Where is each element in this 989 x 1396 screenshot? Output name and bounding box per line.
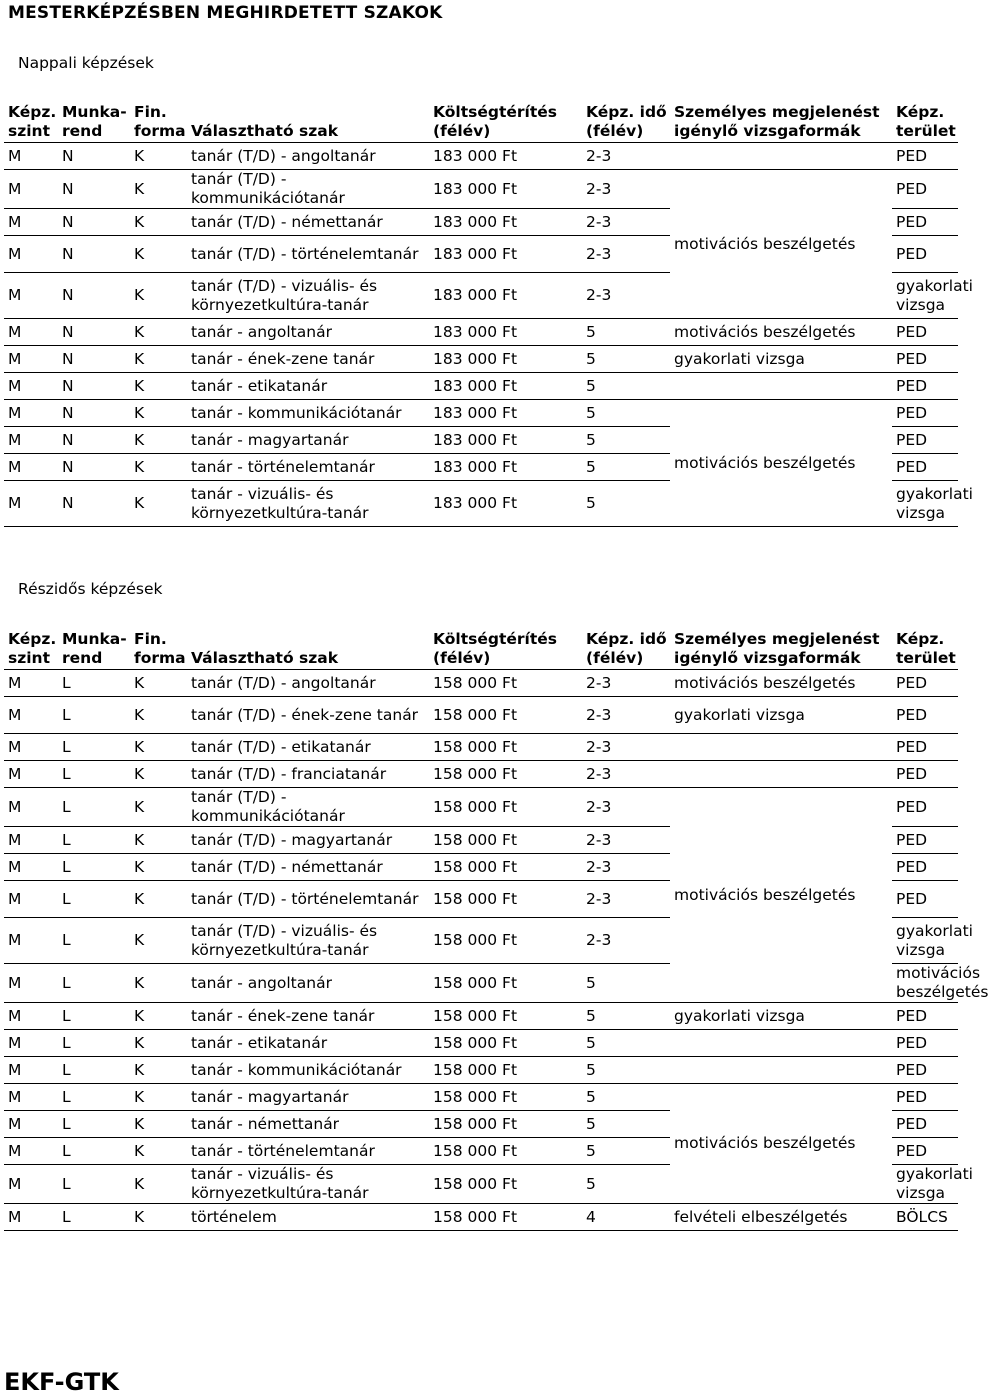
cell-munkarend: L: [58, 854, 130, 881]
cell-munkarend: N: [58, 236, 130, 273]
cell-munkarend: N: [58, 273, 130, 319]
table-row: [4, 734, 958, 761]
header-fin-forma: Fin. forma: [130, 630, 187, 670]
cell-kepz-szint: M: [4, 697, 58, 734]
cell-kepz-szint: M: [4, 273, 58, 319]
cell-kepz-szint: M: [4, 1057, 58, 1084]
cell-vizsgaforma: gyakorlati vizsga: [892, 918, 958, 964]
cell-vizsgaforma: motivációs beszélgetés: [670, 788, 892, 1003]
cell-koltseg: 158 000 Ft: [429, 734, 582, 761]
cell-kepz-szint: M: [4, 481, 58, 527]
cell-munkarend: N: [58, 209, 130, 236]
cell-fin-forma: K: [130, 761, 187, 788]
cell-fin-forma: K: [130, 236, 187, 273]
header-kepz-terulet: Képz. terület: [892, 103, 958, 143]
cell-vizsgaforma: felvételi elbeszélgetés: [670, 1204, 892, 1231]
cell-kepz-ido: 5: [582, 1003, 670, 1030]
cell-kepz-ido: 4: [582, 1204, 670, 1231]
cell-munkarend: L: [58, 918, 130, 964]
cell-szak: tanár - angoltanár: [187, 319, 429, 346]
cell-koltseg: 183 000 Ft: [429, 170, 582, 209]
cell-terulet: PED: [892, 319, 958, 346]
cell-fin-forma: K: [130, 454, 187, 481]
cell-munkarend: L: [58, 1165, 130, 1204]
cell-munkarend: N: [58, 481, 130, 527]
cell-szak: tanár (T/D) - kommunikációtanár: [187, 788, 429, 827]
cell-szak: tanár - vizuális- és környezetkultúra-tanár: [187, 1165, 429, 1204]
cell-munkarend: N: [58, 319, 130, 346]
cell-terulet: PED: [892, 881, 958, 918]
cell-koltseg: 158 000 Ft: [429, 1138, 582, 1165]
cell-munkarend: L: [58, 1138, 130, 1165]
cell-vizsgaforma: [670, 734, 892, 761]
cell-fin-forma: K: [130, 1030, 187, 1057]
cell-munkarend: L: [58, 734, 130, 761]
cell-kepz-szint: M: [4, 236, 58, 273]
cell-kepz-ido: 5: [582, 1030, 670, 1057]
cell-munkarend: L: [58, 1030, 130, 1057]
cell-kepz-ido: 5: [582, 454, 670, 481]
cell-szak: tanár (T/D) - angoltanár: [187, 143, 429, 170]
cell-szak: tanár (T/D) - némettanár: [187, 854, 429, 881]
cell-kepz-ido: 2-3: [582, 854, 670, 881]
cell-szak: tanár - ének-zene tanár: [187, 1003, 429, 1030]
cell-fin-forma: K: [130, 481, 187, 527]
cell-munkarend: N: [58, 400, 130, 427]
cell-koltseg: 158 000 Ft: [429, 1204, 582, 1231]
cell-terulet: BÖLCS: [892, 1204, 958, 1231]
cell-terulet: PED: [892, 236, 958, 273]
cell-terulet: PED: [892, 1084, 958, 1111]
cell-munkarend: N: [58, 346, 130, 373]
cell-fin-forma: K: [130, 670, 187, 697]
cell-szak: tanár (T/D) - ének-zene tanár: [187, 697, 429, 734]
cell-terulet: PED: [892, 761, 958, 788]
cell-terulet: PED: [892, 346, 958, 373]
cell-terulet: PED: [892, 854, 958, 881]
header-vizsgaformak: Személyes megjelenést igénylő vizsgaformák: [670, 103, 892, 143]
cell-szak: tanár - történelemtanár: [187, 454, 429, 481]
cell-vizsgaforma: motivációs beszélgetés: [670, 170, 892, 319]
cell-fin-forma: K: [130, 1003, 187, 1030]
cell-fin-forma: K: [130, 346, 187, 373]
cell-koltseg: 158 000 Ft: [429, 697, 582, 734]
cell-koltseg: 158 000 Ft: [429, 788, 582, 827]
cell-kepz-szint: M: [4, 1138, 58, 1165]
cell-vizsgaforma: gyakorlati vizsga: [670, 697, 892, 734]
cell-kepz-szint: M: [4, 170, 58, 209]
cell-vizsgaforma: motivációs beszélgetés: [670, 400, 892, 527]
cell-fin-forma: K: [130, 697, 187, 734]
cell-terulet: PED: [892, 427, 958, 454]
cell-szak: tanár - némettanár: [187, 1111, 429, 1138]
cell-kepz-szint: M: [4, 827, 58, 854]
cell-szak: tanár (T/D) - etikatanár: [187, 734, 429, 761]
section-title-nappali: Nappali képzések: [18, 54, 154, 72]
cell-kepz-ido: 5: [582, 427, 670, 454]
cell-kepz-ido: 2-3: [582, 788, 670, 827]
cell-koltseg: 158 000 Ft: [429, 1003, 582, 1030]
cell-kepz-ido: 5: [582, 481, 670, 527]
cell-kepz-szint: M: [4, 788, 58, 827]
cell-munkarend: L: [58, 1003, 130, 1030]
cell-kepz-szint: M: [4, 1084, 58, 1111]
cell-koltseg: 158 000 Ft: [429, 1111, 582, 1138]
cell-szak: tanár (T/D) - magyartanár: [187, 827, 429, 854]
cell-kepz-ido: 5: [582, 1165, 670, 1204]
cell-kepz-ido: 2-3: [582, 827, 670, 854]
cell-munkarend: N: [58, 373, 130, 400]
cell-koltseg: 183 000 Ft: [429, 236, 582, 273]
cell-terulet: PED: [892, 1003, 958, 1030]
cell-terulet: PED: [892, 827, 958, 854]
table-row: [4, 761, 958, 788]
table-row: [4, 788, 958, 827]
table-row: [4, 1057, 958, 1084]
cell-kepz-ido: 5: [582, 1084, 670, 1111]
cell-kepz-ido: 2-3: [582, 209, 670, 236]
cell-terulet: PED: [892, 1057, 958, 1084]
cell-vizsgaforma: gyakorlati vizsga: [670, 346, 892, 373]
cell-vizsgaforma: gyakorlati vizsga: [892, 273, 958, 319]
table-row: [4, 400, 958, 427]
cell-munkarend: L: [58, 788, 130, 827]
cell-kepz-szint: M: [4, 427, 58, 454]
cell-fin-forma: K: [130, 209, 187, 236]
cell-munkarend: L: [58, 1084, 130, 1111]
cell-koltseg: 183 000 Ft: [429, 143, 582, 170]
cell-szak: tanár (T/D) - kommunikációtanár: [187, 170, 429, 209]
cell-terulet: PED: [892, 1030, 958, 1057]
cell-fin-forma: K: [130, 373, 187, 400]
cell-szak: tanár - magyartanár: [187, 427, 429, 454]
cell-terulet: PED: [892, 1111, 958, 1138]
table-header-row: [4, 103, 958, 143]
cell-munkarend: L: [58, 881, 130, 918]
cell-kepz-ido: 2-3: [582, 170, 670, 209]
cell-kepz-szint: M: [4, 319, 58, 346]
cell-szak: tanár - angoltanár: [187, 964, 429, 1003]
cell-vizsgaforma: gyakorlati vizsga: [892, 481, 958, 527]
cell-kepz-szint: M: [4, 881, 58, 918]
cell-szak: tanár - történelemtanár: [187, 1138, 429, 1165]
cell-kepz-szint: M: [4, 400, 58, 427]
cell-kepz-szint: M: [4, 734, 58, 761]
cell-munkarend: L: [58, 1204, 130, 1231]
cell-fin-forma: K: [130, 788, 187, 827]
cell-koltseg: 183 000 Ft: [429, 209, 582, 236]
cell-fin-forma: K: [130, 400, 187, 427]
cell-kepz-ido: 5: [582, 346, 670, 373]
cell-koltseg: 158 000 Ft: [429, 1165, 582, 1204]
cell-kepz-ido: 5: [582, 400, 670, 427]
cell-terulet: PED: [892, 697, 958, 734]
table-row: [4, 346, 958, 373]
cell-koltseg: 158 000 Ft: [429, 1030, 582, 1057]
cell-munkarend: L: [58, 1111, 130, 1138]
cell-terulet: PED: [892, 400, 958, 427]
cell-szak: tanár (T/D) - angoltanár: [187, 670, 429, 697]
header-kepz-ido: Képz. idő (félév): [582, 630, 670, 670]
cell-kepz-szint: M: [4, 854, 58, 881]
table-row: [4, 697, 958, 734]
cell-kepz-szint: M: [4, 454, 58, 481]
table-row: [4, 1030, 958, 1057]
cell-fin-forma: K: [130, 1204, 187, 1231]
cell-kepz-ido: 2-3: [582, 670, 670, 697]
cell-szak: tanár (T/D) - vizuális- és környezetkultúra-tanár: [187, 273, 429, 319]
cell-koltseg: 183 000 Ft: [429, 346, 582, 373]
cell-koltseg: 183 000 Ft: [429, 454, 582, 481]
cell-munkarend: L: [58, 1057, 130, 1084]
cell-fin-forma: K: [130, 1111, 187, 1138]
cell-szak: tanár (T/D) - történelemtanár: [187, 881, 429, 918]
cell-kepz-ido: 2-3: [582, 236, 670, 273]
cell-koltseg: 158 000 Ft: [429, 1057, 582, 1084]
programs-table-nappali: [4, 103, 973, 527]
cell-munkarend: N: [58, 170, 130, 209]
cell-fin-forma: K: [130, 854, 187, 881]
cell-munkarend: L: [58, 761, 130, 788]
cell-kepz-ido: 2-3: [582, 273, 670, 319]
cell-koltseg: 183 000 Ft: [429, 400, 582, 427]
cell-szak: tanár (T/D) - némettanár: [187, 209, 429, 236]
table-row: [4, 670, 958, 697]
cell-kepz-ido: 5: [582, 319, 670, 346]
cell-koltseg: 158 000 Ft: [429, 918, 582, 964]
page-title: MESTERKÉPZÉSBEN MEGHIRDETETT SZAKOK: [8, 3, 443, 23]
cell-fin-forma: K: [130, 827, 187, 854]
table-row: [4, 373, 958, 400]
footer-label: EKF-GTK: [4, 1368, 119, 1396]
cell-vizsgaforma: gyakorlati vizsga: [892, 1165, 958, 1204]
cell-koltseg: 183 000 Ft: [429, 373, 582, 400]
header-koltsegterites: Költségtérítés (félév): [429, 103, 582, 143]
cell-koltseg: 158 000 Ft: [429, 881, 582, 918]
cell-vizsgaforma: motivációs beszélgetés: [670, 319, 892, 346]
table-row: [4, 170, 958, 209]
cell-kepz-szint: M: [4, 918, 58, 964]
cell-szak: tanár (T/D) - franciatanár: [187, 761, 429, 788]
cell-fin-forma: K: [130, 1057, 187, 1084]
cell-szak: történelem: [187, 1204, 429, 1231]
cell-vizsgaforma: [670, 143, 892, 170]
cell-szak: tanár (T/D) - történelemtanár: [187, 236, 429, 273]
cell-kepz-ido: 2-3: [582, 761, 670, 788]
table-header-row: [4, 630, 958, 670]
cell-kepz-ido: 2-3: [582, 697, 670, 734]
cell-kepz-szint: M: [4, 670, 58, 697]
cell-koltseg: 183 000 Ft: [429, 427, 582, 454]
cell-szak: tanár (T/D) - vizuális- és környezetkultúra-tanár: [187, 918, 429, 964]
header-koltsegterites: Költségtérítés (félév): [429, 630, 582, 670]
cell-kepz-ido: 2-3: [582, 734, 670, 761]
cell-terulet: PED: [892, 209, 958, 236]
cell-vizsgaforma: motivációs beszélgetés: [670, 670, 892, 697]
cell-koltseg: 158 000 Ft: [429, 1084, 582, 1111]
cell-koltseg: 158 000 Ft: [429, 761, 582, 788]
cell-kepz-ido: 5: [582, 373, 670, 400]
cell-fin-forma: K: [130, 881, 187, 918]
cell-munkarend: L: [58, 697, 130, 734]
cell-terulet: PED: [892, 170, 958, 209]
header-vizsgaformak: Személyes megjelenést igénylő vizsgaformák: [670, 630, 892, 670]
cell-vizsgaforma: motivációs beszélgetés: [670, 1084, 892, 1204]
header-valaszthato-szak: Választható szak: [187, 103, 429, 143]
cell-terulet: PED: [892, 670, 958, 697]
cell-fin-forma: K: [130, 734, 187, 761]
cell-koltseg: 183 000 Ft: [429, 273, 582, 319]
cell-terulet: PED: [892, 454, 958, 481]
cell-vizsgaforma: motivációs beszélgetés: [892, 964, 958, 1003]
cell-fin-forma: K: [130, 918, 187, 964]
cell-vizsgaforma: [670, 1030, 892, 1057]
table-row: [4, 1084, 958, 1111]
cell-fin-forma: K: [130, 427, 187, 454]
cell-vizsgaforma: [670, 1057, 892, 1084]
cell-szak: tanár - vizuális- és környezetkultúra-tanár: [187, 481, 429, 527]
cell-kepz-szint: M: [4, 1111, 58, 1138]
cell-fin-forma: K: [130, 319, 187, 346]
header-kepz-szint: Képz. szint: [4, 630, 58, 670]
cell-szak: tanár - etikatanár: [187, 373, 429, 400]
cell-vizsgaforma: [670, 373, 892, 400]
header-kepz-szint: Képz. szint: [4, 103, 58, 143]
cell-kepz-szint: M: [4, 346, 58, 373]
cell-terulet: PED: [892, 1138, 958, 1165]
cell-munkarend: N: [58, 454, 130, 481]
cell-szak: tanár - ének-zene tanár: [187, 346, 429, 373]
cell-kepz-szint: M: [4, 143, 58, 170]
cell-kepz-ido: 5: [582, 964, 670, 1003]
cell-fin-forma: K: [130, 1165, 187, 1204]
cell-munkarend: L: [58, 964, 130, 1003]
table-row: [4, 1003, 958, 1030]
header-munkarend: Munka- rend: [58, 103, 130, 143]
cell-fin-forma: K: [130, 170, 187, 209]
cell-kepz-ido: 5: [582, 1057, 670, 1084]
programs-table-reszidos: [4, 630, 989, 1231]
cell-kepz-szint: M: [4, 964, 58, 1003]
cell-kepz-ido: 2-3: [582, 143, 670, 170]
header-kepz-ido: Képz. idő (félév): [582, 103, 670, 143]
cell-fin-forma: K: [130, 273, 187, 319]
cell-szak: tanár - kommunikációtanár: [187, 400, 429, 427]
header-fin-forma: Fin. forma: [130, 103, 187, 143]
cell-fin-forma: K: [130, 1084, 187, 1111]
table-row: [4, 1204, 958, 1231]
cell-munkarend: N: [58, 427, 130, 454]
cell-kepz-szint: M: [4, 1204, 58, 1231]
cell-kepz-szint: M: [4, 761, 58, 788]
header-munkarend: Munka- rend: [58, 630, 130, 670]
cell-munkarend: L: [58, 670, 130, 697]
cell-kepz-szint: M: [4, 1030, 58, 1057]
cell-kepz-szint: M: [4, 1165, 58, 1204]
cell-kepz-ido: 2-3: [582, 881, 670, 918]
cell-vizsgaforma: [670, 761, 892, 788]
cell-fin-forma: K: [130, 143, 187, 170]
cell-koltseg: 183 000 Ft: [429, 319, 582, 346]
cell-munkarend: N: [58, 143, 130, 170]
cell-terulet: PED: [892, 788, 958, 827]
cell-vizsgaforma: gyakorlati vizsga: [670, 1003, 892, 1030]
header-kepz-terulet: Képz. terület: [892, 630, 958, 670]
cell-terulet: PED: [892, 143, 958, 170]
cell-szak: tanár - magyartanár: [187, 1084, 429, 1111]
cell-szak: tanár - etikatanár: [187, 1030, 429, 1057]
cell-terulet: PED: [892, 734, 958, 761]
cell-koltseg: 158 000 Ft: [429, 854, 582, 881]
header-valaszthato-szak: Választható szak: [187, 630, 429, 670]
cell-kepz-ido: 2-3: [582, 918, 670, 964]
cell-koltseg: 158 000 Ft: [429, 827, 582, 854]
table-row: [4, 319, 958, 346]
cell-terulet: PED: [892, 373, 958, 400]
cell-koltseg: 183 000 Ft: [429, 481, 582, 527]
section-title-reszidos: Részidős képzések: [18, 580, 163, 598]
cell-szak: tanár - kommunikációtanár: [187, 1057, 429, 1084]
cell-fin-forma: K: [130, 1138, 187, 1165]
cell-kepz-szint: M: [4, 209, 58, 236]
table-row: [4, 143, 958, 170]
cell-kepz-ido: 5: [582, 1111, 670, 1138]
cell-koltseg: 158 000 Ft: [429, 964, 582, 1003]
cell-kepz-szint: M: [4, 373, 58, 400]
cell-koltseg: 158 000 Ft: [429, 670, 582, 697]
cell-kepz-ido: 5: [582, 1138, 670, 1165]
cell-fin-forma: K: [130, 964, 187, 1003]
cell-munkarend: L: [58, 827, 130, 854]
cell-kepz-szint: M: [4, 1003, 58, 1030]
